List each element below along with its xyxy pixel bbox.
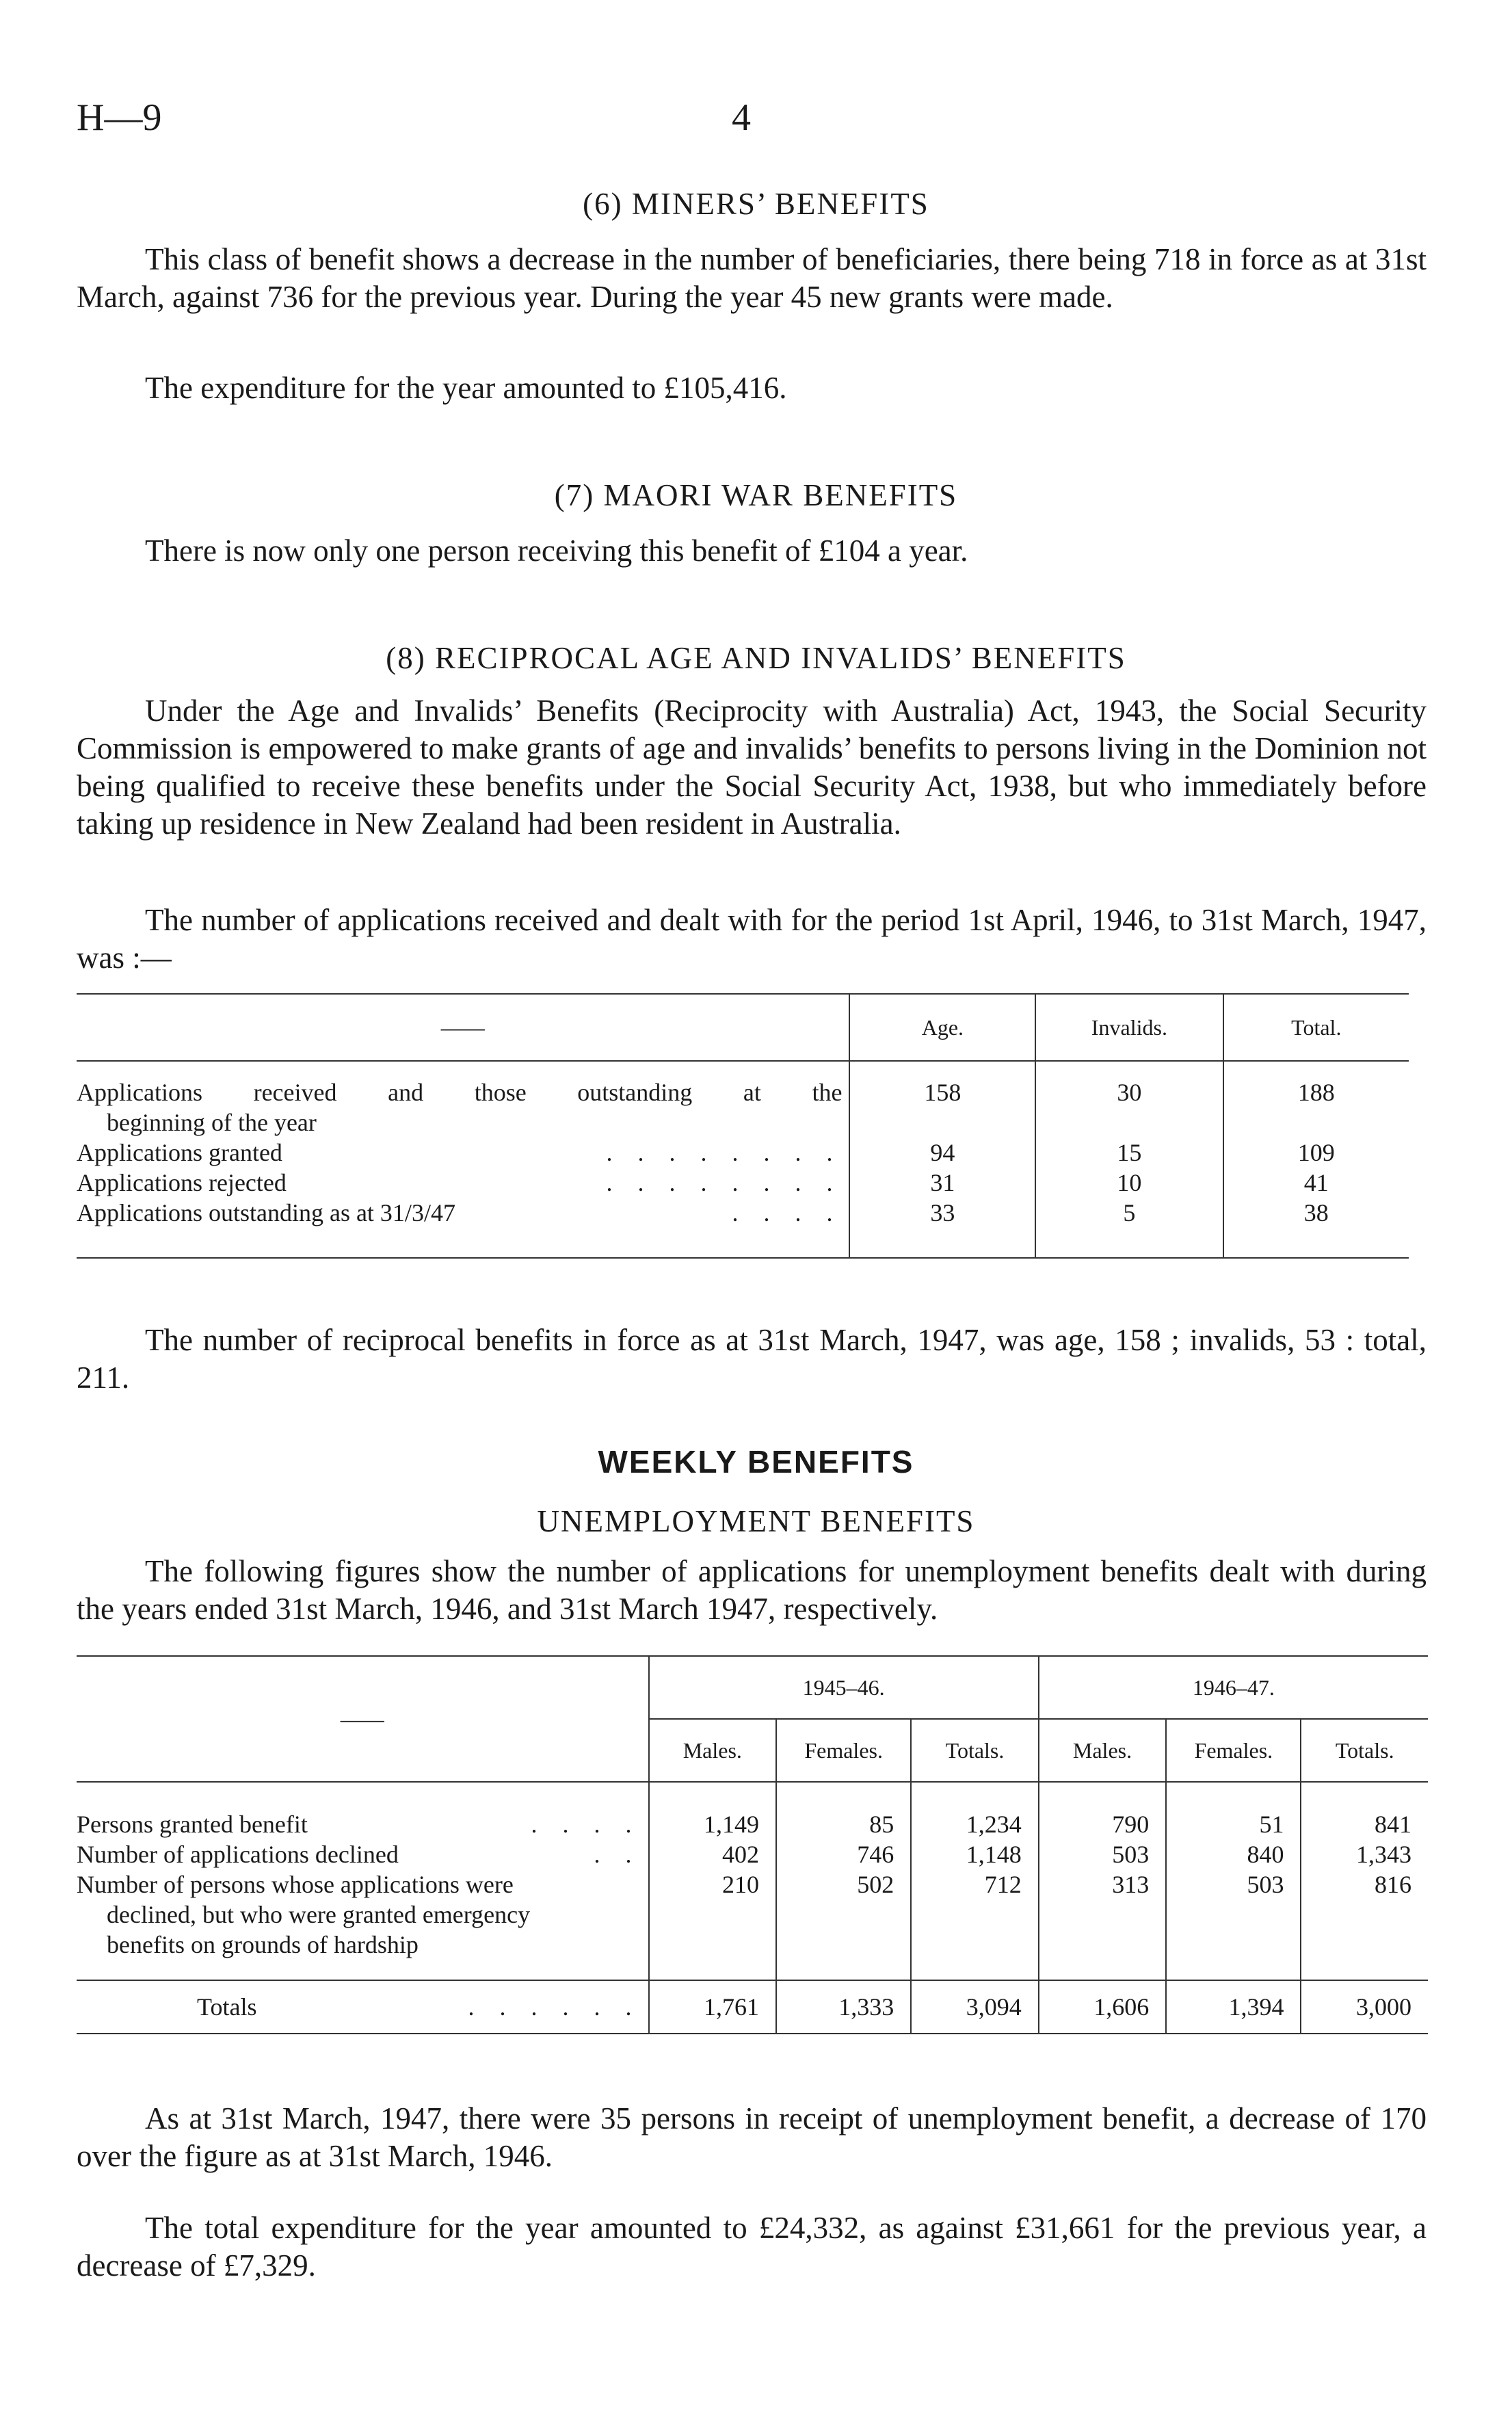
total-males-1945: 1,761 xyxy=(649,1980,777,2034)
reciprocal-applications-table xyxy=(77,993,1409,1259)
row-leaders: . . . . . . . . xyxy=(606,1139,843,1166)
cell-females-1946: 503 xyxy=(1166,1869,1301,1960)
cell-males-1946: 503 xyxy=(1039,1839,1167,1869)
paragraph-weekly-3: The total expenditure for the year amounted to £24,332, as against £31,661 for the previous year, a decrease of £7,329. xyxy=(77,2211,1427,2283)
cell-age: 158 xyxy=(849,1077,1035,1138)
column-header-males-1946: Males. xyxy=(1039,1719,1167,1782)
cell-males-1945: 402 xyxy=(649,1839,777,1869)
cell-totals-1946: 816 xyxy=(1301,1869,1428,1960)
cell-total: 38 xyxy=(1223,1198,1409,1228)
row-leaders: . . xyxy=(594,1841,641,1868)
cell-total: 41 xyxy=(1223,1168,1409,1198)
table-header-blank: —— xyxy=(440,1015,485,1040)
table-row xyxy=(77,1077,1409,1138)
document-reference: H—9 xyxy=(77,96,162,139)
unemployment-applications-table xyxy=(77,1655,1428,2034)
column-header-totals-1945: Totals. xyxy=(911,1719,1039,1782)
cell-females-1946: 51 xyxy=(1166,1809,1301,1839)
table-row xyxy=(77,1168,1409,1198)
cell-males-1945: 1,149 xyxy=(649,1809,777,1839)
section-heading-reciprocal: (8) RECIPROCAL AGE AND INVALIDS’ BENEFITS xyxy=(386,641,1126,675)
column-header-totals-1946: Totals. xyxy=(1301,1719,1428,1782)
row-label: Number of persons whose applications were xyxy=(77,1871,514,1898)
table-row xyxy=(77,1138,1409,1168)
column-header-age: Age. xyxy=(849,994,1035,1061)
subheading-unemployment: UNEMPLOYMENT BENEFITS xyxy=(537,1504,975,1538)
cell-males-1946: 313 xyxy=(1039,1869,1167,1960)
total-males-1946: 1,606 xyxy=(1039,1980,1167,2034)
cell-invalids: 5 xyxy=(1035,1198,1223,1228)
row-label-continued: beginning of the year xyxy=(107,1109,317,1136)
cell-totals-1946: 1,343 xyxy=(1301,1839,1428,1869)
totals-label: Totals xyxy=(197,1993,257,2021)
row-label: Number of applications declined xyxy=(77,1841,399,1868)
table-row xyxy=(77,1809,1428,1839)
row-leaders: . . . . xyxy=(732,1199,843,1226)
section-heading-maori: (7) MAORI WAR BENEFITS xyxy=(554,478,958,512)
cell-totals-1945: 712 xyxy=(911,1869,1039,1960)
cell-females-1945: 746 xyxy=(776,1839,911,1869)
cell-females-1945: 502 xyxy=(776,1869,911,1960)
paragraph-reciprocal-1: Under the Age and Invalids’ Benefits (Reciprocity with Australia) Act, 1943, the Social Security Commission is empowered to make grants of age and invalids’ benefits to persons living in the Dominion not being qualified to receive these benefits under the Social Security Act, 1938, but who immediately before taking up residence in New Zealand had been resident in Australia. xyxy=(77,694,1427,841)
cell-males-1946: 790 xyxy=(1039,1809,1167,1839)
section-heading-miners: (6) MINERS’ BENEFITS xyxy=(583,187,929,221)
total-females-1945: 1,333 xyxy=(776,1980,911,2034)
cell-age: 33 xyxy=(849,1198,1035,1228)
row-label: Applications granted xyxy=(77,1139,282,1166)
cell-invalids: 10 xyxy=(1035,1168,1223,1198)
cell-total: 109 xyxy=(1223,1138,1409,1168)
column-header-males-1945: Males. xyxy=(649,1719,777,1782)
cell-age: 94 xyxy=(849,1138,1035,1168)
paragraph-reciprocal-2: The number of applications received and dealt with for the period 1st April, 1946, to 31st March, 1947, was :— xyxy=(77,903,1427,975)
row-label: Applications outstanding as at 31/3/47 xyxy=(77,1199,455,1226)
table-header-blank: —— xyxy=(77,1656,649,1782)
cell-totals-1946: 841 xyxy=(1301,1809,1428,1839)
total-totals-1945: 3,094 xyxy=(911,1980,1039,2034)
page-number: 4 xyxy=(732,96,751,139)
cell-males-1945: 210 xyxy=(649,1869,777,1960)
table-row xyxy=(77,1869,1428,1960)
row-leaders: . . . . . . xyxy=(468,1993,641,2021)
cell-invalids: 15 xyxy=(1035,1138,1223,1168)
total-totals-1946: 3,000 xyxy=(1301,1980,1428,2034)
column-header-females-1946: Females. xyxy=(1166,1719,1301,1782)
group-header-1946-47: 1946–47. xyxy=(1039,1656,1428,1719)
row-label-continued: declined, but who were granted emergency xyxy=(107,1901,531,1928)
column-header-total: Total. xyxy=(1223,994,1409,1061)
paragraph-weekly-1: The following figures show the number of applications for unemployment benefits dealt with during the years ended 31st March, 1946, and 31st March 1947, respectively. xyxy=(77,1554,1427,1626)
cell-invalids: 30 xyxy=(1035,1077,1223,1138)
paragraph-reciprocal-3: The number of reciprocal benefits in force as at 31st March, 1947, was age, 158 ; invalids, 53 : total, 211. xyxy=(77,1323,1427,1395)
cell-total: 188 xyxy=(1223,1077,1409,1138)
paragraph-miners-1: This class of benefit shows a decrease in the number of beneficiaries, there being 718 in force as at 31st March, against 736 for the previous year. During the year 45 new grants were made. xyxy=(77,242,1427,314)
cell-totals-1945: 1,234 xyxy=(911,1809,1039,1839)
cell-age: 31 xyxy=(849,1168,1035,1198)
row-label-continued: benefits on grounds of hardship xyxy=(107,1931,419,1958)
column-header-invalids: Invalids. xyxy=(1035,994,1223,1061)
paragraph-miners-2: The expenditure for the year amounted to £105,416. xyxy=(145,371,787,405)
totals-row xyxy=(77,1980,1428,2034)
paragraph-maori-1: There is now only one person receiving this benefit of £104 a year. xyxy=(145,534,968,568)
table-row xyxy=(77,1839,1428,1869)
cell-totals-1945: 1,148 xyxy=(911,1839,1039,1869)
table-row xyxy=(77,1198,1409,1228)
row-label: Applications rejected xyxy=(77,1169,287,1196)
paragraph-weekly-2: As at 31st March, 1947, there were 35 persons in receipt of unemployment benefit, a decrease of 170 over the figure as at 31st March, 1946. xyxy=(77,2101,1427,2173)
group-header-1945-46: 1945–46. xyxy=(649,1656,1039,1719)
cell-females-1945: 85 xyxy=(776,1809,911,1839)
total-females-1946: 1,394 xyxy=(1166,1980,1301,2034)
row-leaders: . . . . . . . . xyxy=(606,1169,843,1196)
row-leaders: . . . . xyxy=(531,1811,641,1838)
cell-females-1946: 840 xyxy=(1166,1839,1301,1869)
column-header-females-1945: Females. xyxy=(776,1719,911,1782)
row-label: Persons granted benefit xyxy=(77,1811,308,1838)
row-label: Applications received and those outstanding at the xyxy=(77,1079,843,1106)
section-heading-weekly: WEEKLY BENEFITS xyxy=(598,1444,914,1480)
